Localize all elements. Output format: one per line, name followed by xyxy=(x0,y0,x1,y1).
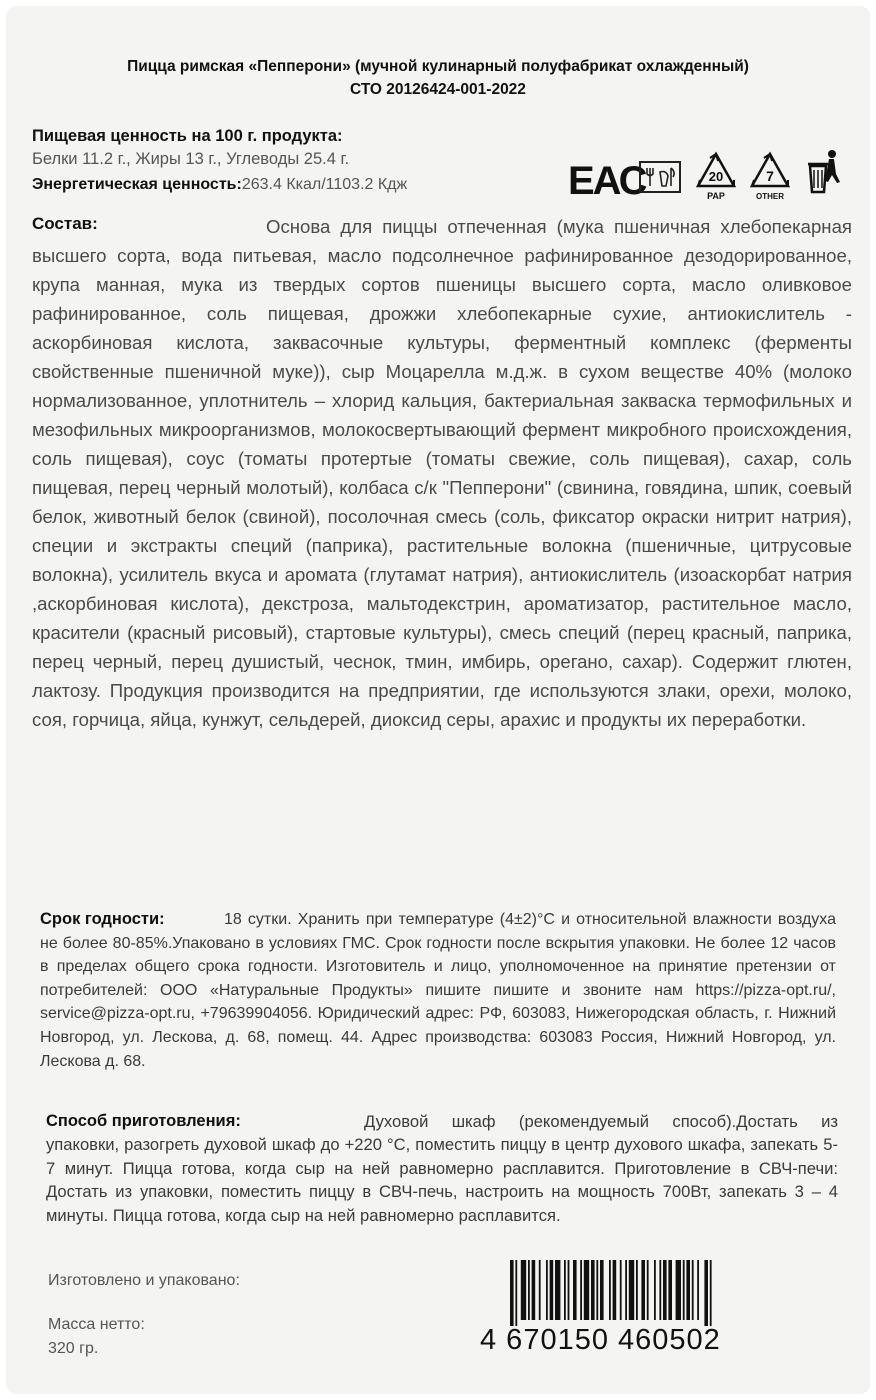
barcode-bar xyxy=(550,1260,554,1320)
barcode-bar xyxy=(692,1260,694,1320)
barcode-bar xyxy=(596,1260,598,1320)
trash-bin-icon xyxy=(808,150,840,192)
product-title: Пицца римская «Пепперони» (мучной кулинарный полуфабрикат охлажденный) xyxy=(127,58,749,75)
nutrition-values: Белки 11.2 г., Жиры 13 г., Углеводы 25.4 г. xyxy=(32,150,350,168)
barcode-bar xyxy=(697,1260,699,1320)
preparation-label: Способ приготовления: xyxy=(46,1112,241,1130)
barcode-bar xyxy=(609,1260,611,1320)
barcode-bar xyxy=(573,1260,577,1320)
barcode-bar xyxy=(546,1260,548,1320)
energy-row xyxy=(32,176,407,194)
nutrition-heading: Пищевая ценность на 100 г. продукта: xyxy=(32,127,343,145)
energy-value: 263.4 Ккал/1103.2 Кдж xyxy=(241,176,408,193)
composition-label: Состав: xyxy=(32,214,98,233)
recycle-other-icon xyxy=(752,154,788,201)
net-mass-label: Масса нетто: xyxy=(48,1316,145,1333)
product-label xyxy=(6,6,870,1394)
barcode-bar xyxy=(704,1260,708,1326)
other-code: OTHER xyxy=(756,192,784,201)
barcode-bar xyxy=(641,1260,645,1320)
barcode-bar xyxy=(521,1260,526,1320)
barcode-bar xyxy=(636,1260,638,1320)
barcode-bar xyxy=(528,1260,530,1320)
barcode-bar xyxy=(647,1260,649,1320)
barcode-icon xyxy=(506,1260,796,1326)
barcode-number: 4 670150 460502 xyxy=(480,1324,721,1356)
barcode-bar xyxy=(532,1260,536,1320)
net-mass-value: 320 гр. xyxy=(48,1340,99,1357)
barcode-bar xyxy=(625,1260,627,1320)
preparation-text: Духовой шкаф (рекомендуемый способ).Достать из упаковки, разогреть духовой шкаф до +220 °С, поместить пиццу в центр духового шкафа, запекать 5-7 минут. Пицца готова, когда сыр на ней равномерно расплавится. Приготовление в СВЧ-печи: Достать из упаковки, поместить пиццу в СВЧ-печь, настроить на мощность 700Вт, запекать 3 – 4 минуты. Пицца готова, когда сыр на ней равномерно расплавится. xyxy=(46,1112,838,1225)
barcode-bar xyxy=(654,1260,656,1320)
barcode-bar xyxy=(683,1260,685,1320)
barcode-bar xyxy=(676,1260,681,1320)
certification-icons xyxy=(566,148,846,204)
barcode-bar xyxy=(591,1260,595,1320)
eac-mark-icon xyxy=(568,159,647,203)
barcode-bar xyxy=(515,1260,517,1326)
barcode-bar xyxy=(620,1260,622,1320)
barcode-bar xyxy=(510,1260,514,1326)
barcode-bar xyxy=(629,1260,634,1320)
energy-label: Энергетическая ценность: xyxy=(32,176,242,193)
food-contact-icon xyxy=(640,162,680,192)
barcode-bar xyxy=(580,1260,582,1320)
shelf-life-label: Срок годности: xyxy=(40,910,165,928)
barcode-bar xyxy=(584,1260,589,1320)
pap-code: PAP xyxy=(707,191,725,201)
barcode-bar xyxy=(613,1260,617,1320)
shelf-life-text: 18 сутки. Хранить при температуре (4±2)°С и относительной влажности воздуха не более 80-85%.Упаковано в условиях ГМС. Срок годности после вскрытия упаковки. Не более 12 часов в пределах общего срока годности. Изготовитель и лицо, уполномоченное на принятие претензии от потребителей: ООО «Натуральные Продукты» пишите пишите и звоните нам https://pizza-opt.ru/, service@pizza-opt.ru, +79639904056. Юридический адрес: РФ, 603083, Нижегородская область, г. Нижний Новгород, ул. Лескова, д. 68, помещ. 44. Адрес производства: 603083 Россия, Нижний Новгород, ул. Лескова д. 68. xyxy=(40,911,836,1070)
composition-text: Основа для пиццы отпеченная (мука пшеничная хлебопекарная высшего сорта, вода питьевая, масло подсолнечное рафинированное дезодорированное, крупа манная, мука из твердых сортов пшеницы высшего сорта, масло оливковое рафинированное, соль пищевая, дрожжи хлебопекарные сухие, антиокислитель - аскорбиновая кислота, заквасочные культуры, ферментный комплекс (ферменты свойственные пшеничной муке)), сыр Моцарелла м.д.ж. в сухом веществе 40% (молоко нормализованное, уплотнитель – хлорид кальция, бактериальная закваска термофильных и мезофильных микроорганизмов, молокосвертывающий фермент микробного происхождения, соль пищевая), соус (томаты протертые (томаты свежие, соль пищевая), сахар, соль пищевая, перец черный молотый), колбаса с/к "Пепперони" (свинина, говядина, шпик, соевый белок, животный белок (свиной), посолочная смесь (соль, фиксатор окраски нитрит натрия), специи и экстракты специй (паприка), растительные волокна (пшеничные, цитрусовые волокна), усилитель вкуса и аромата (глутамат натрия), антиокислитель (изоаскорбат натрия ,аскорбиновая кислота), декстроза, мальтодекстрин, ароматизатор, растительное масло, красители (красный рисовый), стартовые культуры), смесь специй (перец красный, паприка, перец черный, перец душистый, чеснок, тмин, имбирь, орегано, сахар). Содержит глютен, лактозу. Продукция производится на предприятии, где используются злаки, орехи, молоко, соя, горчица, яйца, кунжут, сельдерей, диоксид серы, арахис и продукты их переработки. xyxy=(32,216,852,730)
barcode-bar xyxy=(710,1260,712,1326)
product-standard: СТО 20126424-001-2022 xyxy=(350,81,526,98)
barcode-bar xyxy=(539,1260,541,1320)
barcode-bar xyxy=(659,1260,661,1320)
other-number: 7 xyxy=(766,168,774,184)
barcode-bar xyxy=(663,1260,667,1320)
recycle-pap-icon xyxy=(698,154,734,201)
barcode-bar xyxy=(686,1260,690,1320)
eac-mark-text: ЕАС xyxy=(568,159,646,203)
made-packed-label: Изготовлено и упаковано: xyxy=(48,1272,240,1289)
barcode-bar xyxy=(600,1260,604,1320)
barcode-bar xyxy=(555,1260,560,1320)
pap-number: 20 xyxy=(708,169,724,184)
barcode-bar xyxy=(668,1260,672,1320)
barcode-bar xyxy=(564,1260,566,1320)
barcode-bar xyxy=(568,1260,570,1320)
